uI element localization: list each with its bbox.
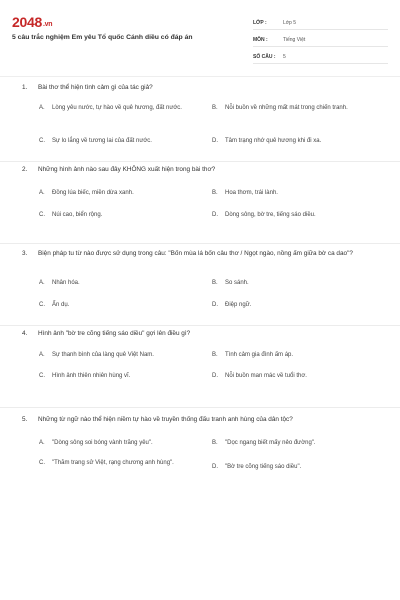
- option-c[interactable]: [39, 137, 202, 146]
- option-a[interactable]: [39, 104, 202, 113]
- option-letter: C.: [39, 373, 45, 379]
- option-letter: A.: [39, 280, 45, 286]
- option-letter: B.: [212, 280, 218, 286]
- option-text: "Thăm trang sử Việt, rạng chương anh hùng".: [52, 460, 174, 466]
- question-number: 1.: [22, 84, 28, 91]
- option-text: Nỗi buồn về những mất mát trong chiến tranh.: [225, 105, 348, 111]
- option-a[interactable]: [39, 279, 202, 288]
- option-text: Sự lo lắng về tương lai của đất nước.: [52, 138, 152, 144]
- option-c[interactable]: [39, 301, 202, 310]
- option-a[interactable]: [39, 189, 202, 198]
- question-body: Những từ ngữ nào thể hiện niềm tự hào về truyền thống đấu tranh anh hùng của dân tộc?: [38, 416, 293, 423]
- option-b[interactable]: [212, 189, 375, 198]
- question-text: [22, 329, 377, 339]
- option-letter: A.: [39, 440, 45, 446]
- option-d[interactable]: [212, 211, 375, 220]
- option-text: Nhân hóa.: [52, 280, 80, 286]
- option-text: So sánh.: [225, 280, 249, 286]
- option-letter: D.: [212, 464, 218, 470]
- option-text: Sự thanh bình của làng quê Việt Nam.: [52, 352, 154, 358]
- site-logo[interactable]: [12, 14, 242, 30]
- option-letter: B.: [212, 190, 218, 196]
- subject-label: MÔN :: [253, 36, 268, 43]
- header-divider: [0, 76, 400, 77]
- option-text: Dòng sông, bờ tre, tiếng sáo diều.: [225, 212, 316, 218]
- option-a[interactable]: [39, 351, 202, 360]
- option-b[interactable]: [212, 439, 375, 448]
- option-text: Tâm trạng nhớ quê hương khi đi xa.: [225, 138, 322, 144]
- question-1: [0, 80, 400, 162]
- meta-row-count: [253, 50, 388, 64]
- option-letter: D.: [212, 302, 218, 308]
- option-letter: D.: [212, 138, 218, 144]
- question-list: [0, 80, 400, 494]
- option-text: Núi cao, biển rộng.: [52, 212, 103, 218]
- option-c[interactable]: [39, 211, 202, 220]
- count-value: 5: [283, 53, 286, 60]
- option-c[interactable]: [39, 372, 202, 381]
- question-body: Bài thơ thể hiện tình cảm gì của tác giả?: [38, 84, 153, 91]
- grade-label: LỚP :: [253, 19, 267, 26]
- option-letter: B.: [212, 352, 218, 358]
- option-d[interactable]: [212, 372, 375, 381]
- question-body: Biện pháp tu từ nào được sử dụng trong câu: "Bốn mùa lá bốn câu thơ / Ngọt ngào, nồng ấm giữa bờ ca dao"?: [38, 250, 353, 257]
- question-body: Những hình ảnh nào sau đây KHÔNG xuất hiện trong bài thơ?: [38, 166, 216, 173]
- option-text: Điệp ngữ.: [225, 302, 252, 308]
- option-letter: D.: [212, 373, 218, 379]
- option-text: Hình ảnh thiên nhiên hùng vĩ.: [52, 373, 131, 379]
- question-text: [22, 415, 377, 425]
- option-text: Lòng yêu nước, tự hào về quê hương, đất nước.: [52, 105, 182, 111]
- document-title: 5 câu trắc nghiệm Em yêu Tổ quốc Cánh diều có đáp án: [12, 34, 193, 41]
- option-a[interactable]: [39, 439, 202, 448]
- count-label: SỐ CÂU :: [253, 53, 276, 60]
- header-left: [12, 14, 242, 42]
- option-d[interactable]: [212, 137, 375, 146]
- option-c[interactable]: [39, 459, 202, 468]
- option-letter: A.: [39, 352, 45, 358]
- option-b[interactable]: [212, 351, 375, 360]
- option-text: Nỗi buồn man mác về tuổi thơ.: [225, 373, 307, 379]
- question-3: [0, 244, 400, 326]
- blank-page-area: [0, 485, 400, 600]
- question-number: 3.: [22, 250, 28, 257]
- question-number: 4.: [22, 330, 28, 337]
- option-text: Hoa thơm, trái lành.: [225, 190, 278, 196]
- option-letter: C.: [39, 212, 45, 218]
- option-letter: C.: [39, 138, 45, 144]
- question-2: [0, 162, 400, 244]
- question-body: Hình ảnh "bờ tre cõng tiếng sáo diều" gợi lên điều gì?: [38, 330, 191, 337]
- question-4: [0, 326, 400, 408]
- page-header: [0, 0, 400, 60]
- logo-main: 2048: [12, 14, 42, 30]
- option-letter: A.: [39, 190, 45, 196]
- option-b[interactable]: [212, 279, 375, 288]
- option-text: Ẩn dụ.: [52, 302, 70, 308]
- question-text: [22, 165, 377, 175]
- option-text: Tình cảm gia đình ấm áp.: [225, 352, 294, 358]
- option-d[interactable]: [212, 301, 375, 310]
- question-number: 2.: [22, 166, 28, 173]
- option-letter: C.: [39, 460, 45, 466]
- question-text: [22, 249, 377, 259]
- meta-info: [253, 16, 388, 67]
- option-b[interactable]: [212, 104, 375, 113]
- option-text: Đồng lúa biếc, miền dừa xanh.: [52, 190, 134, 196]
- subject-value: Tiếng Việt: [283, 36, 306, 43]
- option-letter: A.: [39, 105, 45, 111]
- option-letter: B.: [212, 105, 218, 111]
- option-letter: B.: [212, 440, 218, 446]
- option-text: "Bờ tre cõng tiếng sáo diều".: [225, 464, 302, 470]
- option-text: "Dọc ngang biết mấy nẻo đường".: [225, 440, 316, 446]
- grade-value: Lớp 5: [283, 19, 297, 26]
- option-letter: D.: [212, 212, 218, 218]
- question-5: [0, 408, 400, 494]
- meta-row-grade: [253, 16, 388, 30]
- meta-row-subject: [253, 33, 388, 47]
- question-text: [22, 83, 377, 93]
- option-d[interactable]: [212, 463, 375, 472]
- option-letter: C.: [39, 302, 45, 308]
- question-number: 5.: [22, 416, 28, 423]
- option-text: "Dòng sông soi bóng vành trăng yêu".: [52, 440, 153, 446]
- logo-suffix: .vn: [42, 21, 53, 28]
